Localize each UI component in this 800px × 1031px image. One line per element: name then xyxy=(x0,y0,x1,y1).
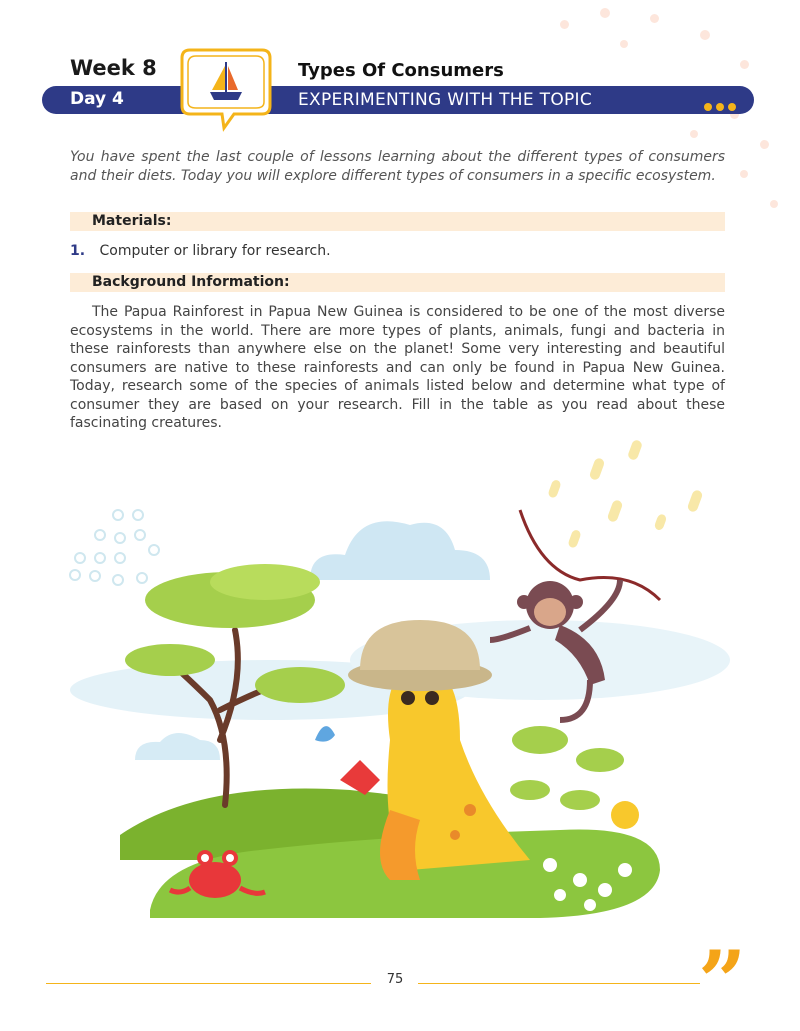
cloud xyxy=(310,521,490,580)
page-title: Types Of Consumers xyxy=(298,60,504,81)
week-label: Week 8 xyxy=(70,56,157,80)
cloud xyxy=(135,733,220,760)
materials-heading-label: Materials: xyxy=(92,213,172,229)
materials-heading xyxy=(70,212,725,231)
page-subtitle: EXPERIMENTING WITH THE TOPIC xyxy=(298,90,593,110)
more-dots-icon xyxy=(704,96,740,115)
day-label: Day 4 xyxy=(70,89,124,109)
footer-rule-left xyxy=(46,983,371,984)
background-text: The Papua Rainforest in Papua New Guinea is considered to be one of the most diverse ecosystems in the world. There are more types of plants, animals, fungi and bacteria in these rainforests than anywhere else on the planet! Some very interesting and beautiful consumers are native to these rainforests and can only be found in Papua New Guinea. Today, research some of the species of animals listed below and determine what type of consumer they are based on your research. Fill in the table as you read about these fascinating creatures. xyxy=(70,304,725,431)
butterfly xyxy=(315,726,335,742)
quote-mark-icon: ” xyxy=(698,932,747,1031)
flower xyxy=(611,801,639,829)
sailboat-icon xyxy=(178,44,274,132)
list-item xyxy=(70,243,331,259)
footer-rule-right xyxy=(418,983,700,984)
rainforest-illustration xyxy=(60,440,760,940)
page-number: 75 xyxy=(386,972,404,987)
list-item-text: Computer or library for research. xyxy=(99,243,331,259)
circle-decor xyxy=(70,510,159,585)
intro-text: You have spent the last couple of lessons learning about the different types of consumers and their diets. Today you will explore different types of consumers in a specific ecosystem. xyxy=(70,149,725,184)
raindrops xyxy=(547,440,703,549)
plants xyxy=(510,726,624,810)
background-heading-label: Background Information: xyxy=(92,274,290,290)
list-item-number: 1. xyxy=(70,243,86,259)
background-heading xyxy=(70,273,725,292)
